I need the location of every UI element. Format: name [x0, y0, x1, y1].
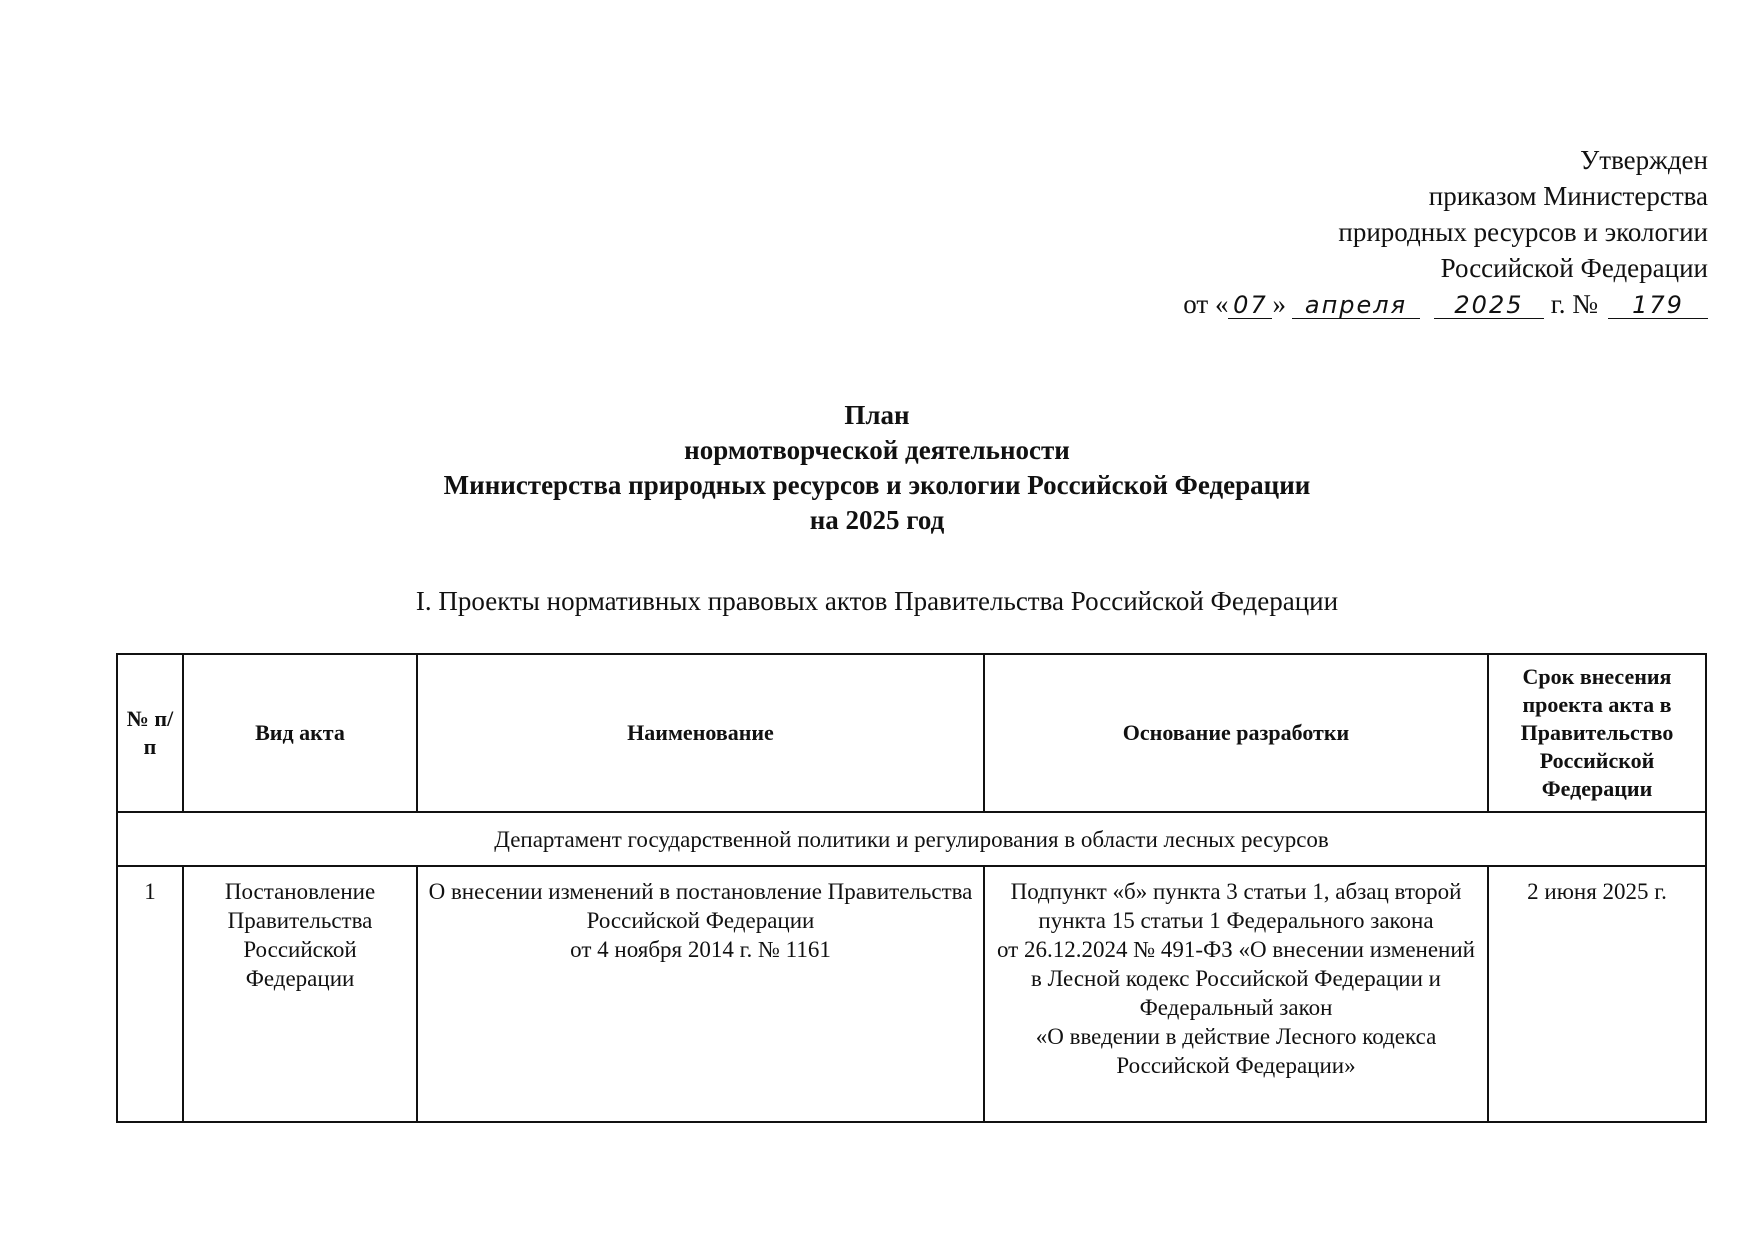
row-basis-line-3: «О введении в действие Лесного кодекса Российской Федерации» — [1035, 1024, 1437, 1078]
row-name-line-2: от 4 ноября 2014 г. № 1161 — [570, 937, 831, 962]
section-title: I. Проекты нормативных правовых актов Правительства Российской Федерации — [415, 586, 1339, 616]
row-act-type: Постановление Правительства Российской Федерации — [183, 866, 417, 1122]
document-title — [0, 398, 1754, 538]
approval-line-3: природных ресурсов и экологии — [1338, 217, 1708, 247]
row-name — [417, 866, 984, 1122]
plan-table — [116, 653, 1707, 1123]
header-number: № п/п — [117, 654, 183, 812]
row-name-line-1: О внесении изменений в постановление Правительства Российской Федерации — [428, 879, 973, 933]
title-line-1: План — [844, 400, 910, 430]
row-deadline: 2 июня 2025 г. — [1488, 866, 1706, 1122]
number-prefix: г. № — [1550, 289, 1598, 319]
title-line-3: Министерства природных ресурсов и экологии Российской Федерации — [443, 470, 1311, 500]
table-row — [117, 866, 1706, 1122]
date-prefix: от « — [1183, 289, 1229, 319]
approval-line-1: Утвержден — [1580, 145, 1708, 175]
table-header-row — [117, 654, 1706, 812]
day-suffix: » — [1272, 289, 1286, 319]
row-basis — [984, 866, 1488, 1122]
header-basis: Основание разработки — [984, 654, 1488, 812]
header-deadline: Срок внесения проекта акта в Правительство Российской Федерации — [1488, 654, 1706, 812]
approval-date-line — [1183, 286, 1708, 322]
department-row — [117, 812, 1706, 866]
header-act-type: Вид акта — [183, 654, 417, 812]
handwritten-order-number: 179 — [1608, 292, 1708, 319]
header-name: Наименование — [417, 654, 984, 812]
row-basis-line-1: Подпункт «б» пункта 3 статьи 1, абзац второй пункта 15 статьи 1 Федерального закона — [1010, 879, 1462, 933]
handwritten-year: 2025 — [1434, 292, 1544, 319]
approval-block — [1183, 142, 1708, 322]
title-line-2: нормотворческой деятельности — [684, 435, 1070, 465]
row-number: 1 — [117, 866, 183, 1122]
row-basis-line-2: от 26.12.2024 № 491-ФЗ «О внесении изменений в Лесной кодекс Российской Федерации и Федеральный закон — [996, 937, 1475, 1020]
department-name: Департамент государственной политики и регулирования в области лесных ресурсов — [117, 812, 1706, 866]
title-line-4: на 2025 год — [809, 505, 945, 535]
handwritten-month: апреля — [1292, 292, 1420, 319]
approval-line-2: приказом Министерства — [1428, 181, 1708, 211]
approval-line-4: Российской Федерации — [1440, 253, 1708, 283]
handwritten-day: 07 — [1228, 292, 1272, 319]
